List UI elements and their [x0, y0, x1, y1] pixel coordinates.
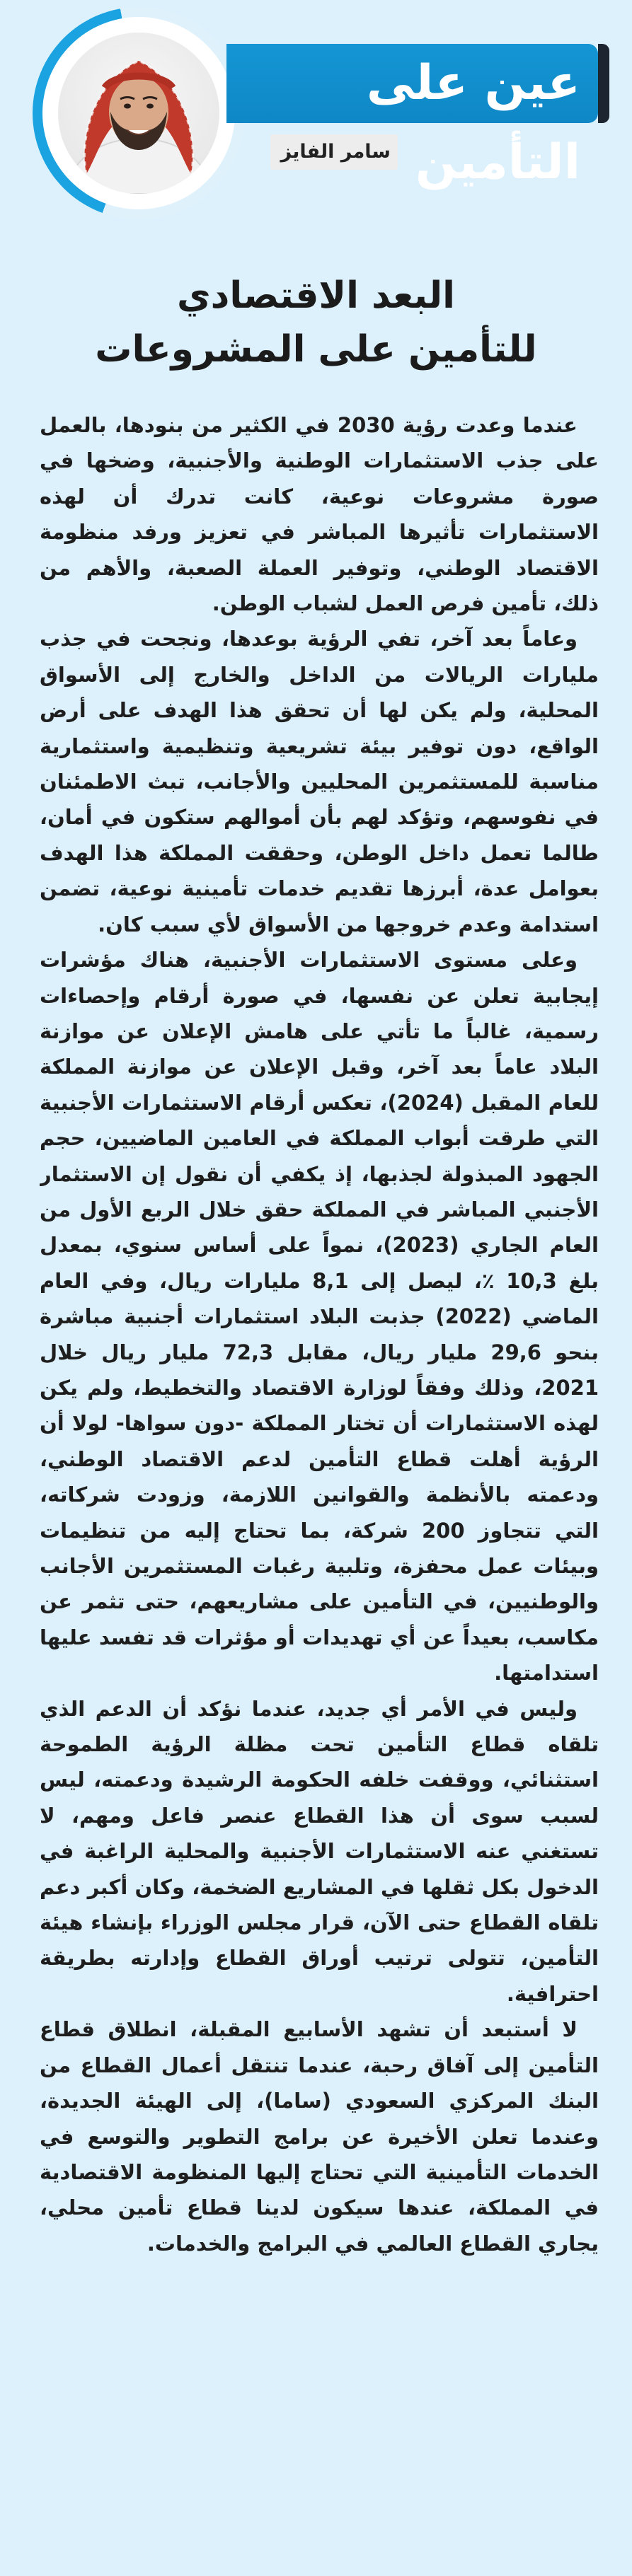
article-body: [40, 407, 599, 2558]
paragraph-5: لا أستبعد أن تشهد الأسابيع المقبلة، انطلاق قطاع التأمين إلى آفاق رحبة، عندما تنتقل أعمال القطاع من البنك المركزي السعودي (ساما)، إلى الهيئة الجديدة، وعندما تعلن الأخيرة عن برامج التطوير والتوسع في الخدمات التأمينية التي تحتاج إليها المنظومة الاقتصادية في المملكة، عندها سيكون لدينا قطاع تأمين محلي، يجاري القطاع العالمي في البرامج والخدمات.: [40, 2017, 599, 2256]
column-header: [0, 0, 632, 233]
article-title-line-2: للتأمين على المشروعات: [95, 328, 537, 371]
article-title-line-1: البعد الاقتصادي: [177, 274, 455, 317]
paragraph-3: وعلى مستوى الاستثمارات الأجنبية، هناك مؤشرات إيجابية تعلن عن نفسها، في صورة أرقام وإحصاءات رسمية، غالباً ما تأتي على هامش الإعلان عن موازنة البلاد عاماً بعد آخر، وقبل الإعلان عن موازنة المملكة للعام المقبل (2024)، تعكس أرقام الاستثمارات الأجنبية التي طرقت أبواب المملكة في العامين الماضيين، حجم الجهود المبذولة لجذبها، إذ يكفي أن نقول إن الاستثمار الأجنبي المباشر في المملكة حقق خلال الربع الأول من العام الجاري (2023)، نمواً على أساس سنوي، بمعدل بلغ 10,3 ٪، ليصل إلى 8,1 مليارات ريال، وفي العام الماضي (2022) جذبت البلاد استثمارات أجنبية مباشرة بنحو 29,6 مليار ريال، مقابل 72,3 مليار ريال خلال 2021، وذلك وفقاً لوزارة الاقتصاد والتخطيط، ولم يكن لهذه الاستثمارات أن تختار المملكة -دون سواها- لولا أن الرؤية أهلت قطاع التأمين لدعم الاقتصاد الوطني، ودعمته بالأنظمة والقوانين اللازمة، وزودت شركاته، التي تتجاوز 200 شركة، بما تحتاج إليه من تنظيمات وبيئات عمل محفزة، وتلبية رغبات المستثمرين الأجانب والوطنيين، في التأمين على مشاريعهم، حتى تثمر عن مكاسب، بعيداً عن أي تهديدات أو مؤثرات قد تفسد عليها استدامتها.: [40, 948, 599, 1686]
column-title: عين على التأمين: [366, 55, 580, 190]
paragraph-2: وعاماً بعد آخر، تفي الرؤية بوعدها، ونجحت في جذب مليارات الريالات من الداخل والخارج إلى الأسواق المحلية، ولم يكن لها أن تحقق هذا الهدف على أرض الواقع، دون توفير بيئة تشريعية وتنظيمية واستثمارية مناسبة للمستثمرين المحليين والأجانب، تبث الاطمئنان في نفوسهم، وتؤكد لهم بأن أموالهم ستكون في أمان، طالما تعمل داخل الوطن، وحققت المملكة هذا الهدف بعوامل عدة، أبرزها تقديم خدمات تأمينية نوعية، تضمن استدامة وعدم خروجها من الأسواق لأي سبب كان.: [40, 627, 599, 936]
article-title: [42, 269, 590, 376]
author-photo: [58, 33, 219, 194]
paragraph-1: عندما وعدت رؤية 2030 في الكثير من بنودها، بالعمل على جذب الاستثمارات الوطنية والأجنبية، وضخها في صورة مشروعات نوعية، كانت تدرك أن لهذه الاستثمارات تأثيرها المباشر في تعزيز ورفد منظومة الاقتصاد الوطني، وتوفير العملة الصعبة، والأهم من ذلك، تأمين فرص العمل لشباب الوطن.: [40, 413, 599, 616]
paragraph-4: وليس في الأمر أي جديد، عندما نؤكد أن الدعم الذي تلقاه قطاع التأمين تحت مظلة الرؤية الطموحة استثنائي، ووقفت خلفه الحكومة الرشيدة ودعمته، ليس لسبب سوى أن هذا القطاع عنصر فاعل ومهم، لا تستغني عنه الاستثمارات الأجنبية والمحلية الراغبة في الدخول بكل ثقلها في المشاريع الضخمة، وكان أكبر دعم تلقاه القطاع حتى الآن، قرار مجلس الوزراء بإنشاء هيئة التأمين، تتولى ترتيب أوراق القطاع وإدارته بطريقة احترافية.: [40, 1696, 599, 2006]
author-portrait-icon: [58, 33, 219, 194]
author-name: سامر الفايز: [280, 141, 391, 163]
